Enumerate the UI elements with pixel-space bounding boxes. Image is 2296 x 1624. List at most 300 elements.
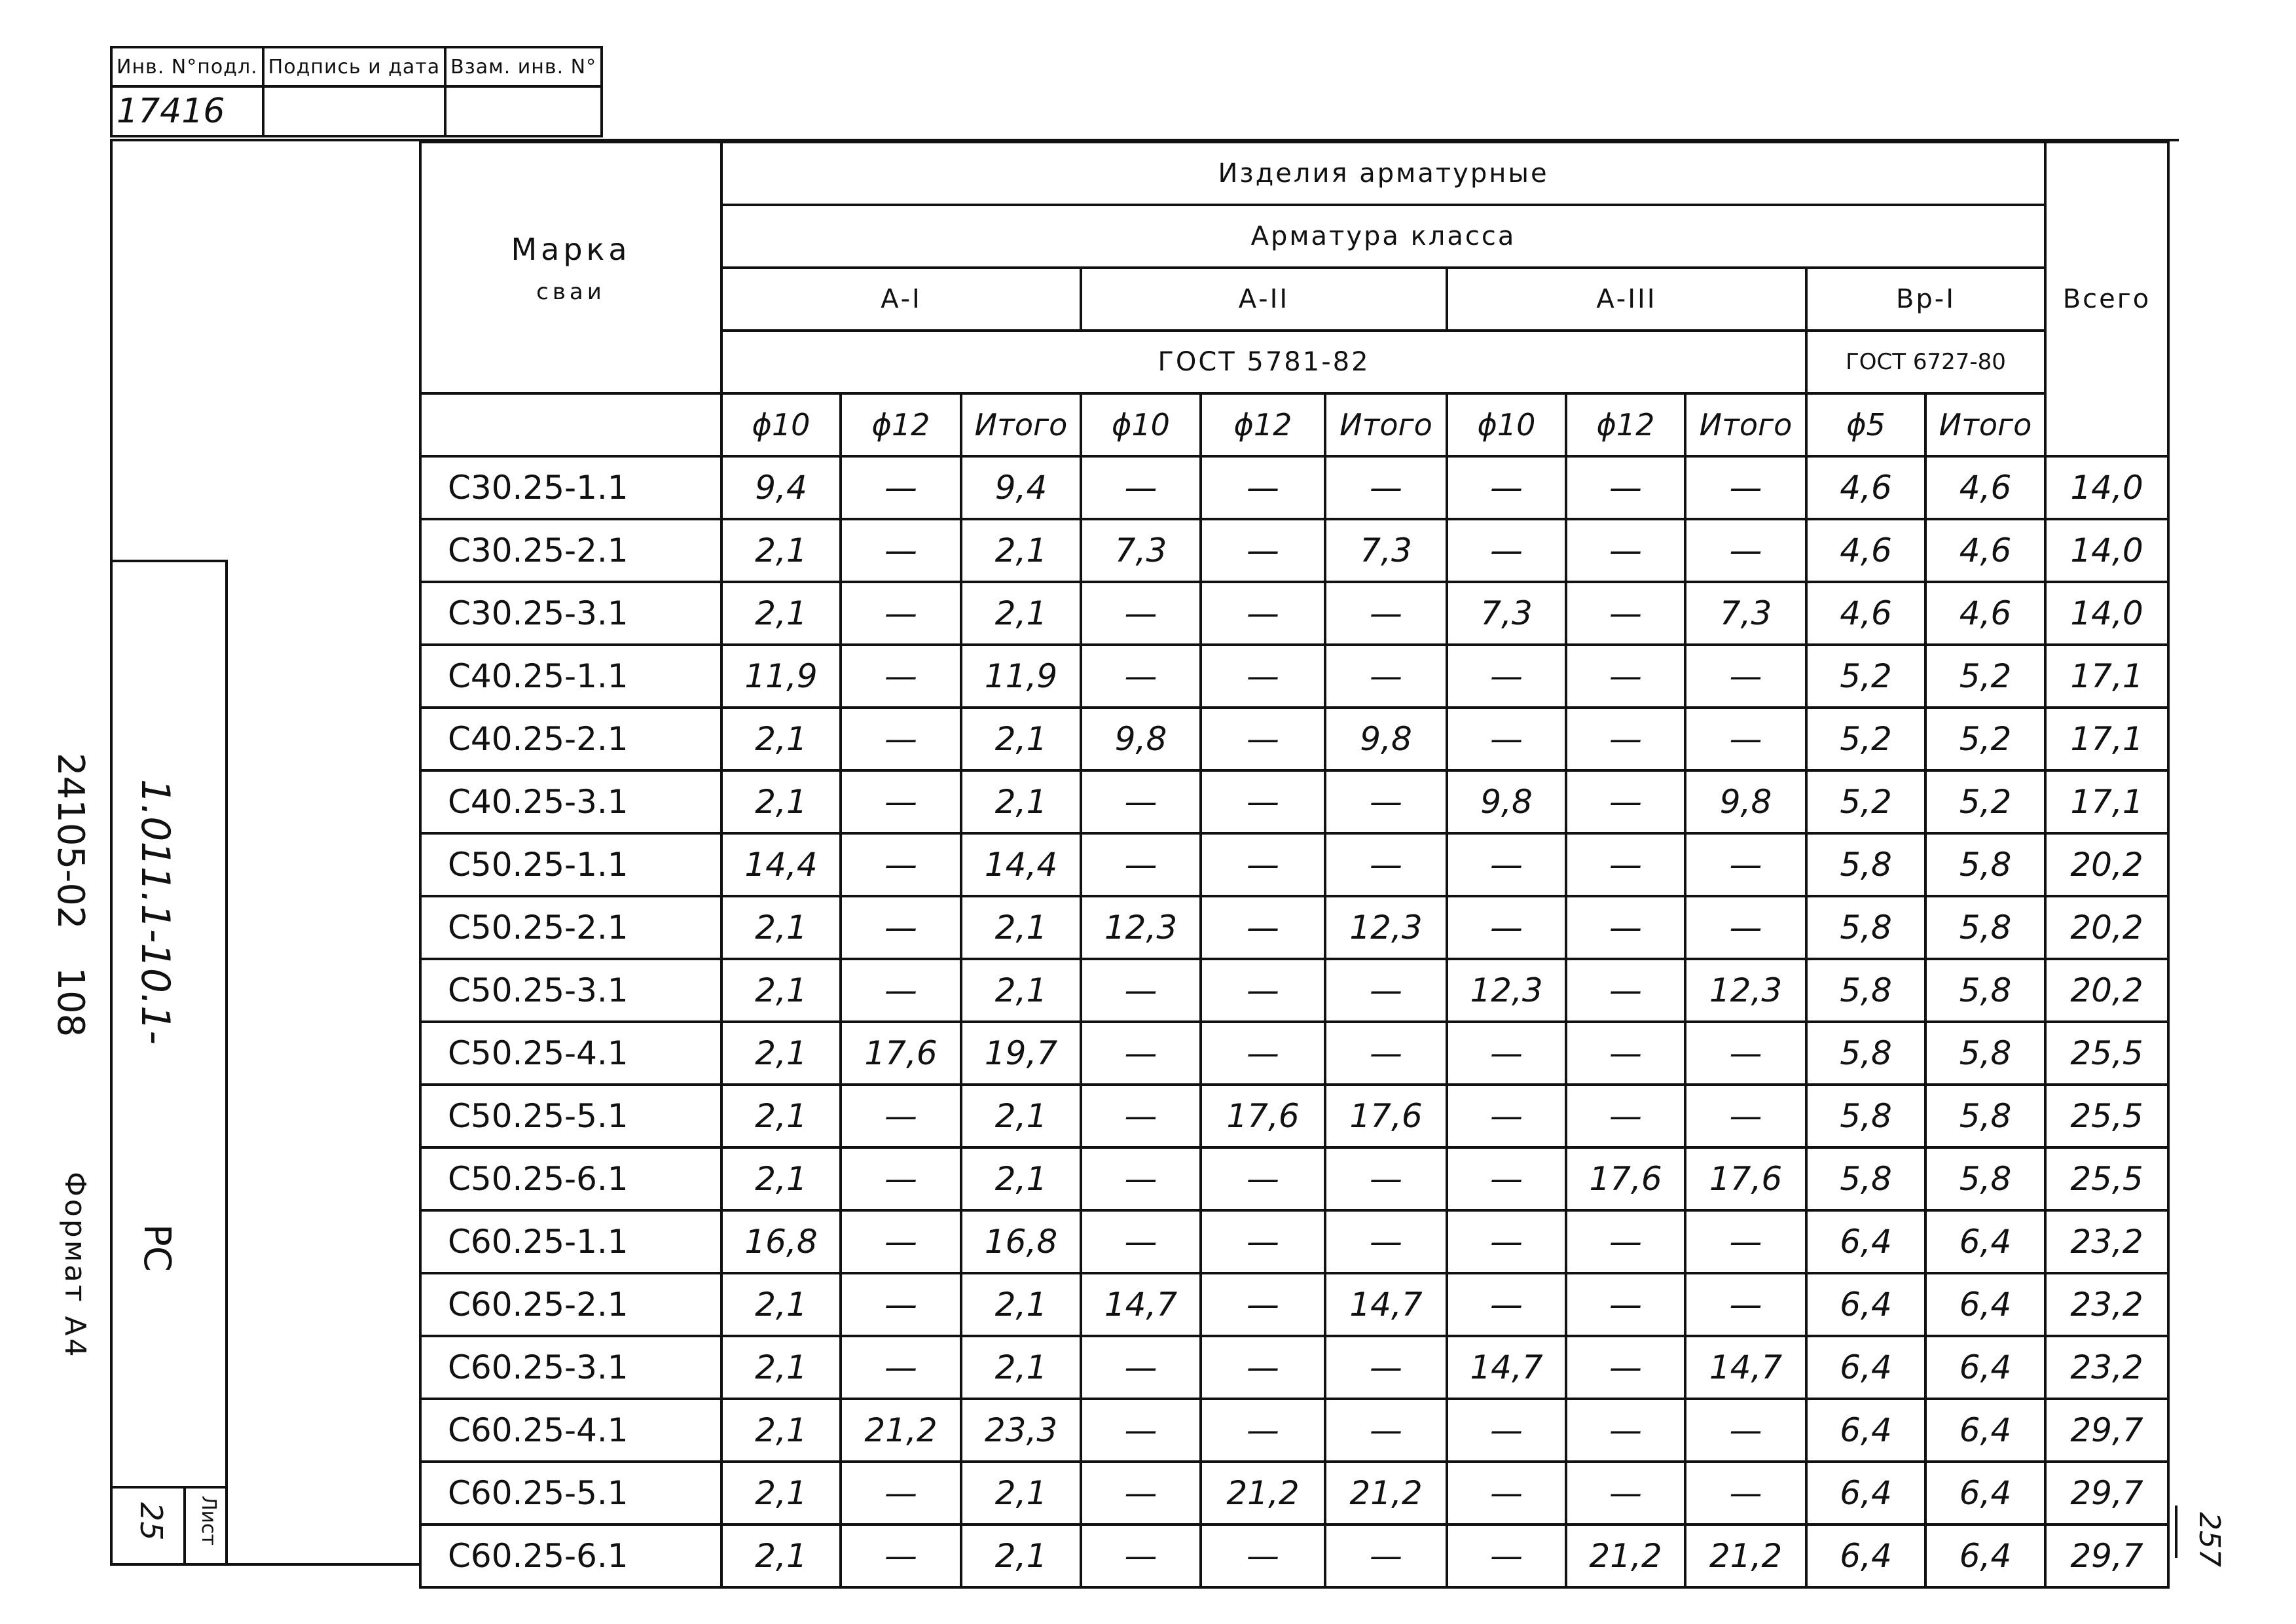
total-cell: 25,5: [2045, 1147, 2168, 1210]
margin-block-top: [110, 560, 228, 562]
value-cell: —: [1447, 645, 1566, 708]
document-code-suffix: РС: [136, 1224, 178, 1272]
album-code: [49, 753, 92, 1037]
value-cell: 14,7: [1685, 1336, 1806, 1399]
value-cell: —: [1081, 1336, 1201, 1399]
value-cell: —: [1081, 1525, 1201, 1587]
value-cell: —: [841, 959, 961, 1022]
total-cell: 25,5: [2045, 1085, 2168, 1147]
value-cell: —: [1201, 1336, 1325, 1399]
value-cell: 5,8: [1925, 1022, 2045, 1085]
value-cell: —: [1685, 896, 1806, 959]
value-cell: 6,4: [1925, 1525, 2045, 1587]
reinforcement-table: [419, 141, 2170, 1589]
value-cell: 5,8: [1925, 959, 2045, 1022]
value-cell: —: [1566, 959, 1685, 1022]
total-cell: 23,2: [2045, 1210, 2168, 1273]
value-cell: —: [841, 833, 961, 896]
value-cell: 2,1: [721, 959, 841, 1022]
value-cell: 17,6: [1325, 1085, 1447, 1147]
total-cell: 23,2: [2045, 1273, 2168, 1336]
value-cell: —: [1325, 1147, 1447, 1210]
value-cell: 6,4: [1806, 1399, 1925, 1462]
value-cell: —: [1081, 1399, 1201, 1462]
value-cell: —: [1685, 833, 1806, 896]
sub-a1-d10: ϕ10: [721, 393, 841, 456]
value-cell: 16,8: [721, 1210, 841, 1273]
value-cell: —: [1566, 833, 1685, 896]
value-cell: —: [1081, 645, 1201, 708]
sub-bp1-total: Итого: [1925, 393, 2045, 456]
mark-header-sub: сваи: [536, 278, 606, 305]
value-cell: 5,8: [1806, 1085, 1925, 1147]
sheet-label: Лист: [197, 1496, 220, 1546]
main-right-line: [2175, 1506, 2178, 1558]
value-cell: —: [1201, 1022, 1325, 1085]
value-cell: 5,8: [1806, 833, 1925, 896]
value-cell: —: [1325, 770, 1447, 833]
stamp-header-replace: Взам. инв. N°: [445, 47, 602, 86]
value-cell: 2,1: [961, 896, 1081, 959]
value-cell: —: [1081, 1462, 1201, 1525]
value-cell: —: [1325, 1210, 1447, 1273]
value-cell: 5,8: [1925, 833, 2045, 896]
value-cell: 5,8: [1806, 959, 1925, 1022]
value-cell: —: [1685, 1462, 1806, 1525]
value-cell: —: [1685, 645, 1806, 708]
value-cell: 5,8: [1925, 1085, 2045, 1147]
value-cell: 17,6: [1685, 1147, 1806, 1210]
value-cell: 2,1: [721, 519, 841, 582]
value-cell: 2,1: [721, 896, 841, 959]
stamp-inv-number: 17416: [111, 86, 263, 136]
value-cell: 14,7: [1447, 1336, 1566, 1399]
value-cell: 2,1: [721, 1462, 841, 1525]
album-number: 24105-02: [49, 753, 92, 929]
value-cell: 2,1: [721, 708, 841, 770]
sub-a1-total: Итого: [961, 393, 1081, 456]
pile-mark: С30.25-3.1: [420, 582, 721, 645]
value-cell: 2,1: [961, 1147, 1081, 1210]
value-cell: 7,3: [1447, 582, 1566, 645]
value-cell: 2,1: [721, 1022, 841, 1085]
value-cell: 2,1: [721, 1399, 841, 1462]
value-cell: —: [841, 519, 961, 582]
value-cell: 2,1: [961, 1273, 1081, 1336]
total-cell: 29,7: [2045, 1462, 2168, 1525]
value-cell: —: [1201, 456, 1325, 519]
value-cell: —: [1447, 896, 1566, 959]
inventory-stamp: [110, 46, 603, 137]
document-code: 1.011.1-10.1-: [132, 779, 178, 1045]
value-cell: 2,1: [721, 770, 841, 833]
value-cell: 19,7: [961, 1022, 1081, 1085]
value-cell: 2,1: [961, 1525, 1081, 1587]
value-cell: 7,3: [1325, 519, 1447, 582]
stamp-signature: [263, 86, 446, 136]
pile-mark: С60.25-4.1: [420, 1399, 721, 1462]
pile-mark: С50.25-2.1: [420, 896, 721, 959]
class-a2: А-II: [1081, 268, 1447, 331]
pile-mark: С60.25-1.1: [420, 1210, 721, 1273]
value-cell: —: [1081, 833, 1201, 896]
table-row: [420, 1462, 2168, 1525]
value-cell: 6,4: [1925, 1462, 2045, 1525]
value-cell: —: [1201, 896, 1325, 959]
value-cell: —: [1566, 1210, 1685, 1273]
value-cell: —: [1566, 1336, 1685, 1399]
products-header: Изделия арматурные: [721, 142, 2045, 205]
value-cell: —: [1447, 519, 1566, 582]
value-cell: —: [1685, 708, 1806, 770]
value-cell: —: [1685, 456, 1806, 519]
sub-a3-total: Итого: [1685, 393, 1806, 456]
value-cell: 4,6: [1806, 582, 1925, 645]
value-cell: 2,1: [961, 1462, 1081, 1525]
value-cell: —: [1447, 1085, 1566, 1147]
value-cell: —: [1685, 1273, 1806, 1336]
value-cell: —: [841, 456, 961, 519]
value-cell: 2,1: [721, 1273, 841, 1336]
value-cell: 9,8: [1081, 708, 1201, 770]
value-cell: —: [1566, 708, 1685, 770]
value-cell: —: [1566, 896, 1685, 959]
value-cell: —: [1325, 456, 1447, 519]
value-cell: —: [841, 1085, 961, 1147]
value-cell: 11,9: [961, 645, 1081, 708]
value-cell: —: [1325, 1525, 1447, 1587]
page-number: 257: [2193, 1512, 2226, 1567]
table-row: [420, 1022, 2168, 1085]
pile-mark: С50.25-5.1: [420, 1085, 721, 1147]
gost-5781: ГОСТ 5781-82: [721, 331, 1806, 393]
value-cell: —: [1566, 1399, 1685, 1462]
value-cell: 7,3: [1685, 582, 1806, 645]
pile-mark: С50.25-6.1: [420, 1147, 721, 1210]
table-row: [420, 519, 2168, 582]
total-cell: 29,7: [2045, 1399, 2168, 1462]
value-cell: 7,3: [1081, 519, 1201, 582]
value-cell: —: [1566, 770, 1685, 833]
total-cell: 23,2: [2045, 1336, 2168, 1399]
sheet-box-divider: [183, 1486, 186, 1564]
value-cell: 5,2: [1806, 708, 1925, 770]
value-cell: 12,3: [1447, 959, 1566, 1022]
total-cell: 25,5: [2045, 1022, 2168, 1085]
sheet-box-top: [110, 1486, 228, 1489]
value-cell: —: [1685, 1210, 1806, 1273]
frame-left-line: [110, 139, 113, 1566]
sub-bp1-d5: ϕ5: [1806, 393, 1925, 456]
sub-a2-d10: ϕ10: [1081, 393, 1201, 456]
table-row: [420, 708, 2168, 770]
value-cell: —: [1201, 708, 1325, 770]
value-cell: 9,8: [1685, 770, 1806, 833]
value-cell: 2,1: [961, 1085, 1081, 1147]
value-cell: —: [1081, 1022, 1201, 1085]
value-cell: —: [1447, 1022, 1566, 1085]
value-cell: —: [841, 1462, 961, 1525]
pile-mark: С40.25-3.1: [420, 770, 721, 833]
value-cell: —: [1081, 770, 1201, 833]
value-cell: —: [1201, 1147, 1325, 1210]
sub-a2-total: Итого: [1325, 393, 1447, 456]
value-cell: 9,8: [1447, 770, 1566, 833]
class-bp1: Вр-I: [1806, 268, 2045, 331]
value-cell: —: [841, 645, 961, 708]
value-cell: —: [1447, 1399, 1566, 1462]
value-cell: 2,1: [721, 1147, 841, 1210]
value-cell: —: [1201, 645, 1325, 708]
value-cell: —: [841, 770, 961, 833]
value-cell: 14,4: [961, 833, 1081, 896]
value-cell: —: [1201, 1399, 1325, 1462]
value-cell: —: [1201, 1525, 1325, 1587]
total-cell: 20,2: [2045, 959, 2168, 1022]
value-cell: 14,4: [721, 833, 841, 896]
value-cell: 2,1: [961, 1336, 1081, 1399]
table-row: [420, 896, 2168, 959]
value-cell: 12,3: [1325, 896, 1447, 959]
total-cell: 17,1: [2045, 770, 2168, 833]
value-cell: 14,7: [1325, 1273, 1447, 1336]
value-cell: 6,4: [1806, 1525, 1925, 1587]
value-cell: —: [1447, 708, 1566, 770]
value-cell: 2,1: [961, 959, 1081, 1022]
value-cell: —: [841, 582, 961, 645]
value-cell: 11,9: [721, 645, 841, 708]
value-cell: 5,2: [1925, 708, 2045, 770]
total-cell: 17,1: [2045, 708, 2168, 770]
value-cell: —: [1447, 456, 1566, 519]
value-cell: 9,8: [1325, 708, 1447, 770]
pile-mark: С60.25-6.1: [420, 1525, 721, 1587]
value-cell: 4,6: [1806, 519, 1925, 582]
value-cell: —: [1201, 519, 1325, 582]
value-cell: 21,2: [841, 1399, 961, 1462]
value-cell: —: [841, 896, 961, 959]
value-cell: —: [1447, 1210, 1566, 1273]
value-cell: 17,6: [1201, 1085, 1325, 1147]
value-cell: —: [1447, 1462, 1566, 1525]
table-row: [420, 1273, 2168, 1336]
value-cell: 2,1: [961, 582, 1081, 645]
table-row: [420, 582, 2168, 645]
value-cell: 6,4: [1925, 1399, 2045, 1462]
total-cell: 20,2: [2045, 896, 2168, 959]
value-cell: —: [1081, 456, 1201, 519]
value-cell: 6,4: [1925, 1273, 2045, 1336]
value-cell: 12,3: [1685, 959, 1806, 1022]
sub-a2-d12: ϕ12: [1201, 393, 1325, 456]
value-cell: —: [1081, 1210, 1201, 1273]
value-cell: —: [1566, 1085, 1685, 1147]
table-body: [420, 456, 2168, 1587]
sheet-number: 25: [134, 1502, 169, 1541]
stamp-replace: [445, 86, 602, 136]
value-cell: 5,8: [1925, 896, 2045, 959]
value-cell: —: [1566, 456, 1685, 519]
class-a1: А-I: [721, 268, 1081, 331]
value-cell: 2,1: [721, 1525, 841, 1587]
pile-mark: С50.25-4.1: [420, 1022, 721, 1085]
table-row: [420, 1085, 2168, 1147]
value-cell: —: [1081, 582, 1201, 645]
value-cell: —: [1685, 519, 1806, 582]
value-cell: 5,2: [1925, 770, 2045, 833]
value-cell: —: [1447, 1525, 1566, 1587]
gost-6727: ГОСТ 6727-80: [1806, 331, 2045, 393]
value-cell: 2,1: [961, 519, 1081, 582]
total-cell: 29,7: [2045, 1525, 2168, 1587]
value-cell: 21,2: [1685, 1525, 1806, 1587]
table-row: [420, 645, 2168, 708]
mark-header: Марка: [511, 232, 631, 267]
value-cell: 6,4: [1806, 1336, 1925, 1399]
total-cell: 17,1: [2045, 645, 2168, 708]
pile-mark: С60.25-2.1: [420, 1273, 721, 1336]
value-cell: —: [1685, 1022, 1806, 1085]
value-cell: —: [1566, 1273, 1685, 1336]
value-cell: —: [1566, 582, 1685, 645]
value-cell: —: [1201, 770, 1325, 833]
value-cell: —: [1325, 959, 1447, 1022]
value-cell: 5,2: [1806, 770, 1925, 833]
table-row: [420, 770, 2168, 833]
value-cell: 16,8: [961, 1210, 1081, 1273]
value-cell: —: [1325, 833, 1447, 896]
value-cell: 5,8: [1925, 1147, 2045, 1210]
value-cell: 5,8: [1806, 1147, 1925, 1210]
value-cell: 6,4: [1806, 1273, 1925, 1336]
value-cell: 5,2: [1925, 645, 2045, 708]
value-cell: 2,1: [961, 708, 1081, 770]
pile-mark: С30.25-2.1: [420, 519, 721, 582]
value-cell: 6,4: [1925, 1336, 2045, 1399]
value-cell: —: [841, 1273, 961, 1336]
value-cell: —: [841, 708, 961, 770]
frame-bottom-line: [110, 1563, 419, 1566]
value-cell: 2,1: [721, 1085, 841, 1147]
total-cell: 14,0: [2045, 519, 2168, 582]
stamp-header-signature: Подпись и дата: [263, 47, 446, 86]
stamp-header-inv: Инв. N°подл.: [111, 47, 263, 86]
pile-mark: С40.25-1.1: [420, 645, 721, 708]
value-cell: 4,6: [1925, 519, 2045, 582]
value-cell: 17,6: [1566, 1147, 1685, 1210]
total-cell: 14,0: [2045, 456, 2168, 519]
value-cell: 21,2: [1201, 1462, 1325, 1525]
pile-mark: С60.25-5.1: [420, 1462, 721, 1525]
value-cell: —: [841, 1210, 961, 1273]
sub-a3-d12: ϕ12: [1566, 393, 1685, 456]
value-cell: 4,6: [1806, 456, 1925, 519]
value-cell: 2,1: [961, 770, 1081, 833]
table-row: [420, 1399, 2168, 1462]
class-header: Арматура класса: [721, 205, 2045, 268]
value-cell: —: [1447, 1147, 1566, 1210]
value-cell: —: [1201, 1210, 1325, 1273]
mark-spacer: [420, 393, 721, 456]
value-cell: —: [1201, 582, 1325, 645]
table-row: [420, 1336, 2168, 1399]
value-cell: 21,2: [1566, 1525, 1685, 1587]
table-row: [420, 456, 2168, 519]
value-cell: —: [1325, 1336, 1447, 1399]
total-cell: 20,2: [2045, 833, 2168, 896]
value-cell: —: [1325, 1399, 1447, 1462]
value-cell: —: [1447, 1273, 1566, 1336]
value-cell: 17,6: [841, 1022, 961, 1085]
value-cell: —: [841, 1147, 961, 1210]
mark-header-cell: [420, 142, 721, 393]
value-cell: —: [1201, 1273, 1325, 1336]
value-cell: 9,4: [721, 456, 841, 519]
pile-mark: С40.25-2.1: [420, 708, 721, 770]
value-cell: 6,4: [1806, 1462, 1925, 1525]
value-cell: —: [1201, 959, 1325, 1022]
class-a3: А-III: [1447, 268, 1806, 331]
total-header: Всего: [2045, 142, 2168, 456]
value-cell: 14,7: [1081, 1273, 1201, 1336]
album-page: 108: [49, 967, 92, 1038]
value-cell: 2,1: [721, 582, 841, 645]
value-cell: —: [1566, 645, 1685, 708]
value-cell: 12,3: [1081, 896, 1201, 959]
format-label: Формат А4: [58, 1172, 92, 1360]
value-cell: 5,8: [1806, 1022, 1925, 1085]
value-cell: 6,4: [1806, 1210, 1925, 1273]
value-cell: —: [1081, 1147, 1201, 1210]
total-cell: 14,0: [2045, 582, 2168, 645]
value-cell: —: [1325, 645, 1447, 708]
table-row: [420, 1147, 2168, 1210]
pile-mark: С30.25-1.1: [420, 456, 721, 519]
pile-mark: С50.25-3.1: [420, 959, 721, 1022]
value-cell: —: [1685, 1399, 1806, 1462]
value-cell: 4,6: [1925, 582, 2045, 645]
table-row: [420, 1210, 2168, 1273]
value-cell: —: [1081, 1085, 1201, 1147]
value-cell: —: [1325, 1022, 1447, 1085]
value-cell: 9,4: [961, 456, 1081, 519]
value-cell: —: [1685, 1085, 1806, 1147]
value-cell: 23,3: [961, 1399, 1081, 1462]
value-cell: —: [841, 1525, 961, 1587]
value-cell: —: [1566, 1462, 1685, 1525]
value-cell: —: [1566, 519, 1685, 582]
table-row: [420, 1525, 2168, 1587]
value-cell: —: [1447, 833, 1566, 896]
value-cell: 6,4: [1925, 1210, 2045, 1273]
value-cell: 5,8: [1806, 896, 1925, 959]
pile-mark: С60.25-3.1: [420, 1336, 721, 1399]
sub-a3-d10: ϕ10: [1447, 393, 1566, 456]
value-cell: 5,2: [1806, 645, 1925, 708]
value-cell: —: [1325, 582, 1447, 645]
value-cell: —: [1081, 959, 1201, 1022]
value-cell: —: [1566, 1022, 1685, 1085]
pile-mark: С50.25-1.1: [420, 833, 721, 896]
value-cell: 4,6: [1925, 456, 2045, 519]
value-cell: 21,2: [1325, 1462, 1447, 1525]
value-cell: 2,1: [721, 1336, 841, 1399]
value-cell: —: [1201, 833, 1325, 896]
value-cell: —: [841, 1336, 961, 1399]
margin-block-right: [225, 560, 228, 1564]
table-row: [420, 959, 2168, 1022]
table-row: [420, 833, 2168, 896]
